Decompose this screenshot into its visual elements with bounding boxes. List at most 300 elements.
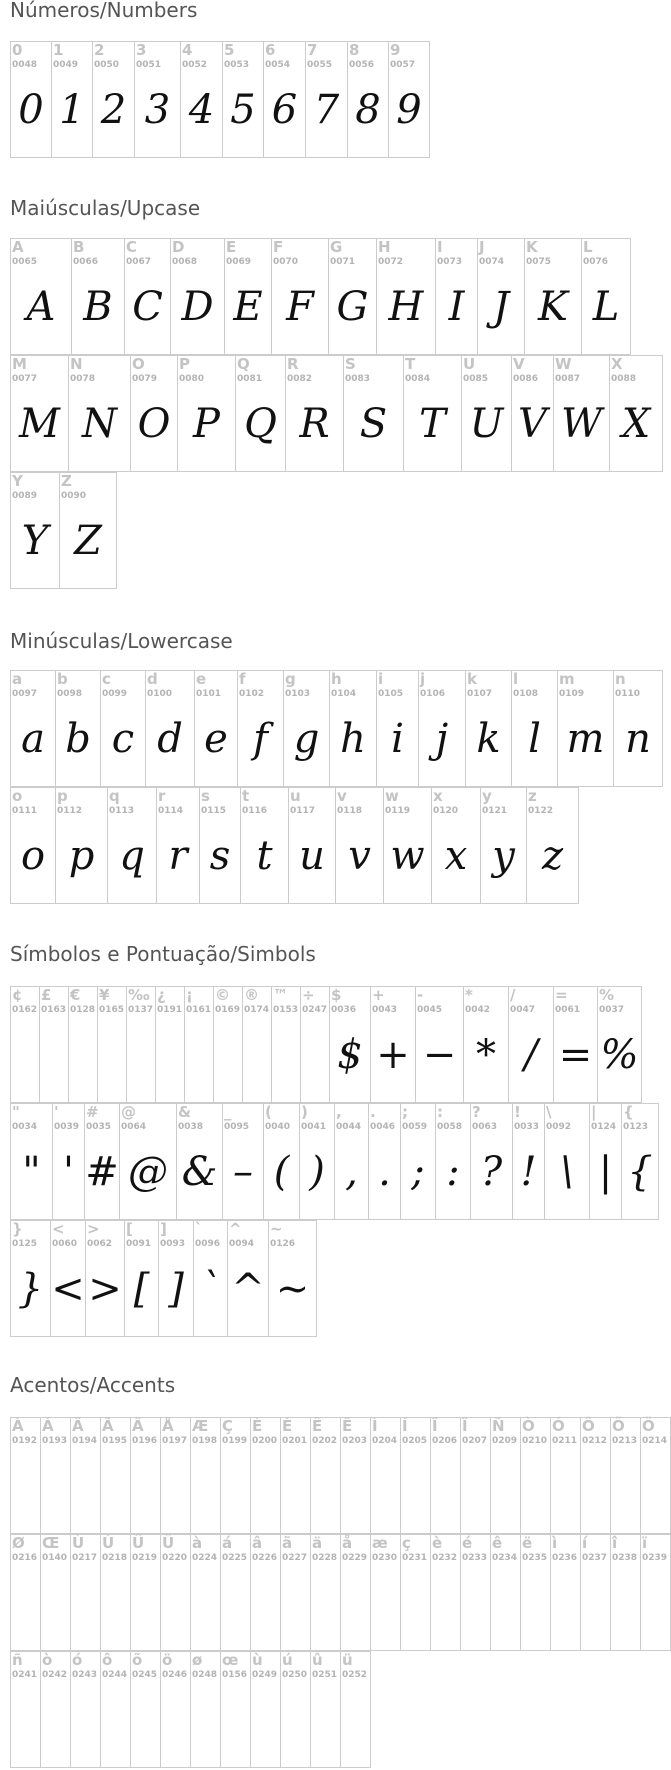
glyph-code-label: 0195: [102, 1436, 128, 1446]
glyph-cell: [100, 1417, 130, 1534]
glyph-cell: [343, 355, 403, 472]
glyph-cell: [52, 1103, 84, 1220]
glyph-character-label: S: [345, 355, 356, 373]
glyph-cell: [310, 1534, 340, 1651]
glyph-code-label: 0212: [582, 1436, 608, 1446]
glyph-code-label: 0242: [42, 1670, 68, 1680]
glyph-code-label: 0092: [546, 1122, 572, 1132]
glyph-code-label: 0075: [526, 257, 552, 267]
glyph-code-label: 0110: [615, 689, 641, 699]
glyph-cell: [242, 986, 271, 1103]
glyph-cell: [126, 986, 155, 1103]
glyph-code-label: 0214: [642, 1436, 668, 1446]
glyph-character-label: è: [432, 1534, 443, 1552]
glyph-character-label: ™: [273, 986, 288, 1004]
glyph-character-label: Ê: [312, 1417, 323, 1435]
glyph-cell: [283, 670, 329, 787]
glyph-cell: [370, 1534, 400, 1651]
glyph-character-label: ù: [252, 1651, 263, 1669]
glyph-character-label: À: [12, 1417, 24, 1435]
glyph-cell: [160, 1651, 190, 1768]
glyph-sample: S: [359, 401, 388, 447]
glyph-cell: [10, 787, 55, 904]
glyph-character-label: Y: [12, 472, 23, 490]
glyph-sample: 8: [355, 87, 381, 133]
glyph-sample: >: [88, 1266, 122, 1312]
glyph-character-label: }: [12, 1220, 23, 1238]
glyph-character-label: $: [331, 986, 342, 1004]
glyph-cell: [199, 787, 240, 904]
glyph-character-label: ø: [192, 1651, 203, 1669]
glyph-character-label: Õ: [612, 1417, 625, 1435]
glyph-code-label: 0121: [482, 806, 508, 816]
glyph-character-label: O: [132, 355, 145, 373]
glyph-cell: [10, 472, 59, 589]
glyph-cell: [124, 238, 170, 355]
glyph-cell: [280, 1417, 310, 1534]
glyph-row: [10, 1103, 659, 1220]
glyph-code-label: 0116: [242, 806, 268, 816]
glyph-cell: [40, 1651, 70, 1768]
glyph-sample: k: [476, 716, 501, 762]
glyph-character-label: Æ: [192, 1417, 209, 1435]
glyph-cell: [100, 1651, 130, 1768]
glyph-cell: [194, 670, 237, 787]
glyph-sample: 2: [100, 87, 127, 133]
section-title-lowercase: Minúsculas/Lowercase: [10, 629, 233, 653]
glyph-character-label: ê: [492, 1534, 503, 1552]
glyph-code-label: 0076: [583, 257, 609, 267]
glyph-sample: d: [157, 716, 183, 762]
glyph-character-label: E: [226, 238, 237, 256]
glyph-character-label: B: [73, 238, 85, 256]
glyph-sample: 4: [188, 87, 215, 133]
glyph-code-label: 0054: [265, 60, 291, 70]
glyph-cell: [68, 986, 97, 1103]
glyph-character-label: /: [510, 986, 516, 1004]
glyph-sample: L: [592, 284, 620, 330]
glyph-code-label: 0200: [252, 1436, 278, 1446]
glyph-code-label: 0174: [244, 1005, 270, 1015]
glyph-cell: [263, 41, 305, 158]
glyph-cell: [107, 787, 156, 904]
glyph-character-label: G: [330, 238, 343, 256]
glyph-code-label: 0088: [611, 374, 637, 384]
glyph-sample: G: [336, 284, 369, 330]
glyph-sample: a: [21, 716, 45, 762]
glyph-code-label: 0120: [433, 806, 459, 816]
glyph-cell: [84, 1103, 119, 1220]
glyph-character-label: U: [463, 355, 476, 373]
glyph-sample: (: [273, 1149, 290, 1195]
glyph-cell: [621, 1103, 659, 1220]
glyph-code-label: 0233: [462, 1553, 488, 1563]
glyph-sample: 9: [396, 87, 422, 133]
glyph-code-label: 0213: [612, 1436, 638, 1446]
glyph-character-label: M: [12, 355, 27, 373]
glyph-cell: [376, 238, 435, 355]
glyph-cell: [220, 1534, 250, 1651]
glyph-row: [10, 1417, 671, 1534]
glyph-character-label: 5: [224, 41, 235, 59]
glyph-character-label: b: [57, 670, 68, 688]
glyph-row: [10, 1220, 317, 1337]
glyph-sample: #: [85, 1149, 119, 1195]
glyph-sample: C: [132, 284, 163, 330]
glyph-code-label: 0247: [302, 1005, 328, 1015]
glyph-code-label: 0198: [192, 1436, 218, 1446]
glyph-code-label: 0220: [162, 1553, 188, 1563]
glyph-cell: [511, 670, 557, 787]
glyph-code-label: 0091: [126, 1239, 152, 1249]
glyph-character-label: L: [583, 238, 593, 256]
glyph-character-label: Ö: [642, 1417, 655, 1435]
glyph-character-label: >: [87, 1220, 100, 1238]
glyph-code-label: 0201: [282, 1436, 308, 1446]
glyph-code-label: 0072: [378, 257, 404, 267]
glyph-character-label: ¥: [99, 986, 110, 1004]
glyph-code-label: 0126: [270, 1239, 296, 1249]
glyph-code-label: 0073: [437, 257, 463, 267]
glyph-character-label: ¢: [12, 986, 23, 1004]
glyph-code-label: 0165: [99, 1005, 125, 1015]
glyph-cell: [68, 355, 130, 472]
glyph-sample: ?: [480, 1149, 503, 1195]
glyph-cell: [511, 355, 553, 472]
glyph-character-label: N: [70, 355, 83, 373]
glyph-cell: [71, 238, 124, 355]
glyph-code-label: 0226: [252, 1553, 278, 1563]
glyph-sample: X: [621, 401, 651, 447]
glyph-code-label: 0210: [522, 1436, 548, 1446]
glyph-cell: [222, 41, 263, 158]
glyph-cell: [85, 1220, 124, 1337]
glyph-sample: .: [378, 1149, 391, 1195]
glyph-cell: [305, 41, 347, 158]
glyph-character-label: H: [378, 238, 391, 256]
glyph-cell: [145, 670, 194, 787]
glyph-sample: P: [193, 401, 220, 447]
glyph-code-label: 0067: [126, 257, 152, 267]
glyph-character-label: o: [12, 787, 23, 805]
glyph-character-label: î: [612, 1534, 618, 1552]
glyph-cell: [524, 238, 581, 355]
glyph-cell: [50, 1220, 85, 1337]
glyph-cell: [160, 1534, 190, 1651]
glyph-sample: 0: [18, 87, 44, 133]
glyph-sample: =: [558, 1032, 593, 1078]
glyph-code-label: 0203: [342, 1436, 368, 1446]
glyph-cell: [383, 787, 431, 904]
glyph-cell: [553, 355, 609, 472]
glyph-character-label: 1: [53, 41, 64, 59]
glyph-code-label: 0224: [192, 1553, 218, 1563]
glyph-cell: [250, 1534, 280, 1651]
glyph-cell: [550, 1534, 580, 1651]
glyph-sample: +: [376, 1032, 410, 1078]
glyph-character-label: ä: [312, 1534, 323, 1552]
glyph-cell: [40, 1417, 70, 1534]
glyph-sample: J: [492, 284, 510, 330]
glyph-code-label: 0119: [385, 806, 411, 816]
glyph-sample: M: [19, 401, 60, 447]
glyph-character-label: {: [623, 1103, 634, 1121]
glyph-character-label: Ø: [12, 1534, 25, 1552]
glyph-sample: ": [22, 1149, 41, 1195]
glyph-code-label: 0045: [417, 1005, 443, 1015]
glyph-sample: :: [446, 1149, 460, 1195]
glyph-cell: [59, 472, 117, 589]
glyph-cell: [544, 1103, 589, 1220]
glyph-row: [10, 986, 642, 1103]
glyph-cell: [610, 1417, 640, 1534]
glyph-character-label: X: [611, 355, 623, 373]
glyph-code-label: 0077: [12, 374, 38, 384]
glyph-character-label: w: [385, 787, 399, 805]
glyph-code-label: 0102: [239, 689, 265, 699]
glyph-character-label: ]: [160, 1220, 167, 1238]
glyph-cell: [130, 355, 177, 472]
glyph-character-label: ~: [270, 1220, 283, 1238]
glyph-cell: [10, 41, 51, 158]
glyph-cell: [310, 1417, 340, 1534]
glyph-character-label: Ó: [552, 1417, 565, 1435]
glyph-character-label: _: [224, 1103, 232, 1121]
glyph-cell: [329, 670, 376, 787]
glyph-cell: [465, 670, 511, 787]
glyph-cell: [180, 41, 222, 158]
glyph-character-label: 2: [94, 41, 105, 59]
glyph-character-label: d: [147, 670, 158, 688]
glyph-code-label: 0078: [70, 374, 96, 384]
glyph-character-label: ë: [522, 1534, 533, 1552]
glyph-character-label: ): [301, 1103, 308, 1121]
glyph-code-label: 0064: [121, 1122, 147, 1132]
glyph-cell: [580, 1417, 610, 1534]
glyph-character-label: %: [599, 986, 615, 1004]
glyph-character-label: 0: [12, 41, 23, 59]
glyph-character-label: Í: [402, 1417, 408, 1435]
glyph-code-label: 0070: [273, 257, 299, 267]
glyph-cell: [477, 238, 524, 355]
glyph-sample: /: [524, 1032, 538, 1078]
glyph-sample: ~: [275, 1266, 310, 1312]
glyph-cell: [388, 41, 430, 158]
glyph-character-label: ç: [402, 1534, 411, 1552]
glyph-code-label: 0098: [57, 689, 83, 699]
glyph-code-label: 0156: [222, 1670, 248, 1680]
glyph-sample: e: [204, 716, 228, 762]
glyph-cell: [400, 1417, 430, 1534]
glyph-sample: 6: [271, 87, 298, 133]
glyph-cell: [92, 41, 134, 158]
glyph-character-label: Œ: [42, 1534, 60, 1552]
glyph-character-label: Ë: [342, 1417, 353, 1435]
glyph-character-label: z: [528, 787, 537, 805]
glyph-code-label: 0115: [201, 806, 227, 816]
glyph-code-label: 0161: [186, 1005, 212, 1015]
glyph-cell: [158, 1220, 193, 1337]
glyph-row: [10, 670, 663, 787]
glyph-code-label: 0113: [109, 806, 135, 816]
glyph-code-label: 0245: [132, 1670, 158, 1680]
glyph-character-label: æ: [372, 1534, 388, 1552]
glyph-cell: [463, 986, 508, 1103]
glyph-code-label: 0217: [72, 1553, 98, 1563]
glyph-code-label: 0035: [86, 1122, 112, 1132]
glyph-character-label: 8: [349, 41, 360, 59]
glyph-code-label: 0236: [552, 1553, 578, 1563]
glyph-code-label: 0249: [252, 1670, 278, 1680]
glyph-code-label: 0043: [372, 1005, 398, 1015]
glyph-code-label: 0118: [337, 806, 363, 816]
glyph-cell: [100, 670, 145, 787]
glyph-cell: [237, 670, 283, 787]
glyph-character-label: Ã: [102, 1417, 114, 1435]
glyph-character-label: ,: [336, 1103, 342, 1121]
glyph-cell: [70, 1417, 100, 1534]
glyph-character-label: É: [282, 1417, 293, 1435]
glyph-cell: [250, 1417, 280, 1534]
glyph-code-label: 0060: [52, 1239, 78, 1249]
glyph-cell: [480, 787, 526, 904]
glyph-code-label: 0235: [522, 1553, 548, 1563]
glyph-character-label: 3: [136, 41, 147, 59]
glyph-code-label: 0209: [492, 1436, 518, 1446]
glyph-cell: [55, 787, 107, 904]
glyph-code-label: 0038: [178, 1122, 204, 1132]
glyph-cell: [156, 787, 199, 904]
glyph-code-label: 0066: [73, 257, 99, 267]
glyph-cell: [299, 1103, 334, 1220]
glyph-sample: U: [469, 401, 504, 447]
glyph-sample: @: [128, 1149, 168, 1195]
glyph-sample: K: [538, 284, 568, 330]
glyph-code-label: 0244: [102, 1670, 128, 1680]
glyph-cell: [340, 1651, 371, 1768]
glyph-cell: [268, 1220, 317, 1337]
glyph-sample: s: [209, 833, 231, 879]
glyph-code-label: 0086: [513, 374, 539, 384]
glyph-code-label: 0246: [162, 1670, 188, 1680]
glyph-character-label: F: [273, 238, 284, 256]
glyph-code-label: 0231: [402, 1553, 428, 1563]
glyph-code-label: 0079: [132, 374, 158, 384]
glyph-row: [10, 1651, 371, 1768]
glyph-sample: D: [181, 284, 214, 330]
glyph-sample: 3: [144, 87, 171, 133]
glyph-cell: [512, 1103, 544, 1220]
glyph-character-label: ©: [215, 986, 230, 1004]
glyph-character-label: y: [482, 787, 492, 805]
glyph-cell: [490, 1417, 520, 1534]
glyph-cell: [10, 670, 55, 787]
glyph-character-label: Å: [162, 1417, 174, 1435]
glyph-cell: [609, 355, 663, 472]
glyph-sample: ]: [168, 1266, 184, 1312]
glyph-character-label: Ñ: [492, 1417, 505, 1435]
glyph-cell: [130, 1534, 160, 1651]
glyph-cell: [300, 986, 329, 1103]
glyph-code-label: 0228: [312, 1553, 338, 1563]
glyph-character-label: Û: [132, 1534, 145, 1552]
glyph-code-label: 0044: [336, 1122, 362, 1132]
glyph-character-label: ú: [282, 1651, 293, 1669]
glyph-code-label: 0109: [559, 689, 585, 699]
glyph-cell: [470, 1103, 512, 1220]
glyph-cell: [461, 355, 511, 472]
glyph-character-label: Q: [237, 355, 250, 373]
glyph-character-label: Ù: [72, 1534, 85, 1552]
glyph-sample: N: [82, 401, 117, 447]
glyph-cell: [526, 787, 579, 904]
glyph-cell: [310, 1651, 340, 1768]
glyph-character-label: œ: [222, 1651, 239, 1669]
glyph-cell: [347, 41, 388, 158]
glyph-code-label: 0117: [290, 806, 316, 816]
glyph-character-label: a: [12, 670, 23, 688]
glyph-code-label: 0049: [53, 60, 79, 70]
glyph-code-label: 0193: [42, 1436, 68, 1446]
glyph-sample: 1: [59, 87, 85, 133]
glyph-cell: [220, 1417, 250, 1534]
glyph-code-label: 0225: [222, 1553, 248, 1563]
glyph-character-label: C: [126, 238, 138, 256]
glyph-cell: [640, 1417, 671, 1534]
glyph-cell: [370, 986, 415, 1103]
glyph-code-label: 0082: [287, 374, 313, 384]
glyph-code-label: 0229: [342, 1553, 368, 1563]
glyph-code-label: 0095: [224, 1122, 250, 1132]
glyph-sample: o: [20, 833, 46, 879]
glyph-character-label: u: [290, 787, 301, 805]
glyph-cell: [280, 1534, 310, 1651]
glyph-cell: [334, 1103, 368, 1220]
glyph-cell: [124, 1220, 158, 1337]
glyph-character-label: R: [287, 355, 299, 373]
glyph-cell: [190, 1417, 220, 1534]
glyph-row: [10, 238, 631, 355]
glyph-character-label: q: [109, 787, 120, 805]
glyph-code-label: 0100: [147, 689, 173, 699]
glyph-cell: [224, 238, 271, 355]
glyph-character-label: Á: [42, 1417, 54, 1435]
glyph-cell: [431, 787, 480, 904]
glyph-sample: F: [286, 284, 314, 330]
glyph-character-label: é: [462, 1534, 473, 1552]
glyph-character-label: J: [479, 238, 485, 256]
glyph-cell: [613, 670, 663, 787]
glyph-sample: –: [233, 1149, 253, 1195]
glyph-code-label: 0112: [57, 806, 83, 816]
glyph-sample: Y: [21, 518, 49, 564]
glyph-cell: [557, 670, 613, 787]
glyph-character-label: V: [513, 355, 525, 373]
glyph-code-label: 0099: [102, 689, 128, 699]
glyph-cell: [130, 1417, 160, 1534]
glyph-sample: &: [181, 1149, 218, 1195]
glyph-cell: [460, 1534, 490, 1651]
glyph-code-label: 0140: [42, 1553, 68, 1563]
glyph-sample: |: [598, 1149, 613, 1195]
glyph-code-label: 0090: [61, 491, 87, 501]
glyph-character-label: p: [57, 787, 68, 805]
glyph-sample: u: [299, 833, 325, 879]
glyph-cell: [288, 787, 335, 904]
glyph-code-label: 0219: [132, 1553, 158, 1563]
glyph-cell: [263, 1103, 299, 1220]
glyph-code-label: 0252: [342, 1670, 368, 1680]
